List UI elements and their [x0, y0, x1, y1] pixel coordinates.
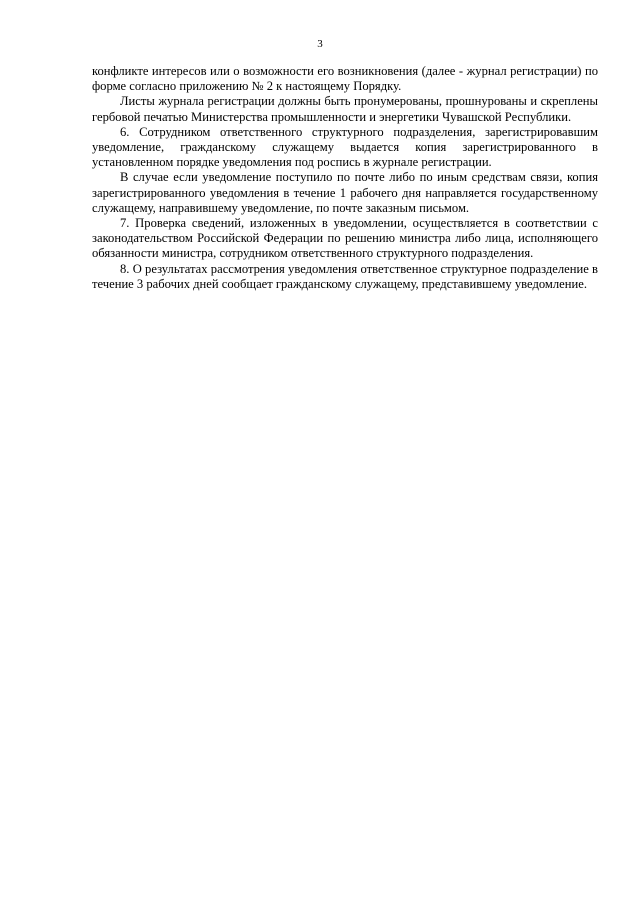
paragraph-journal-sheets: Листы журнала регистрации должны быть пронумерованы, прошнурованы и скреплены гербовой печатью Министерства промышленности и энергетики Чувашской Республики. [92, 94, 598, 124]
paragraph-8: 8. О результатах рассмотрения уведомления ответственное структурное подразделение в течение 3 рабочих дней сообщает гражданскому служащему, представившему уведомление. [92, 261, 598, 291]
paragraph-continuation: конфликте интересов или о возможности его возникновения (далее - журнал регистрации) по форме согласно приложению № 2 к настоящему Порядку. [92, 64, 598, 94]
document-body [92, 64, 598, 292]
paragraph-7: 7. Проверка сведений, изложенных в уведомлении, осуществляется в соответствии с законодательством Российской Федерации по решению министра либо лица, исполняющего обязанности министра, сотрудником ответственного структурного подразделения. [92, 216, 598, 261]
paragraph-mail-notice: В случае если уведомление поступило по почте либо по иным средствам связи, копия зарегистрированного уведомления в течение 1 рабочего дня направляется государственному служащему, направившему уведомление, по почте заказным письмом. [92, 170, 598, 215]
page-number: 3 [317, 38, 323, 50]
paragraph-6: 6. Сотрудником ответственного структурного подразделения, зарегистрировавшим уведомление, гражданскому служащему выдается копия зарегистрированного в установленном порядке уведомления под роспись в журнале регистрации. [92, 124, 598, 170]
